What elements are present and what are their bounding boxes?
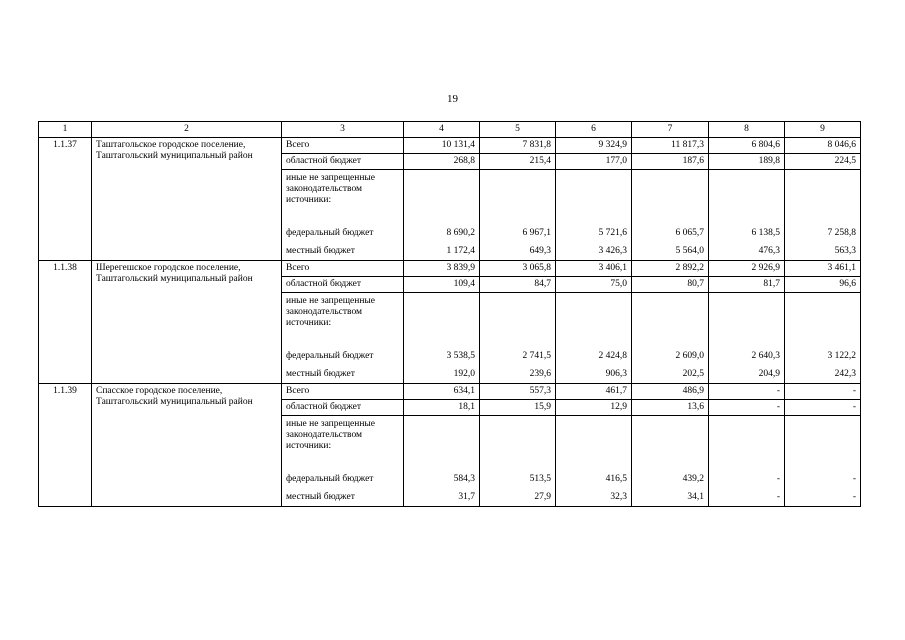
value-cell: 557,3	[480, 384, 555, 400]
value-cell: 3 839,9	[404, 261, 479, 277]
value-cell	[404, 293, 479, 347]
value-cell: 461,7	[556, 384, 631, 400]
value-column	[709, 261, 785, 384]
funding-source-label: Всего	[282, 261, 403, 277]
value-cell	[632, 293, 708, 347]
header-row	[39, 122, 861, 138]
value-cell: 6 065,7	[675, 228, 704, 238]
funding-source-label: федеральный бюджет	[286, 351, 374, 361]
funding-source-label: иные не запрещенные законодательством источники:	[286, 296, 376, 328]
value-cell: 239,6	[529, 369, 551, 379]
budget-table	[38, 121, 861, 507]
value-cell: 8 690,2	[446, 228, 475, 238]
value-cell	[556, 293, 631, 347]
value-cell	[709, 416, 784, 470]
table-row	[39, 384, 861, 507]
value-column	[785, 138, 861, 261]
value-cell: 31,7	[458, 492, 475, 502]
value-cell: 513,5	[529, 474, 551, 484]
value-cell: 34,1	[687, 492, 704, 502]
header-cell: 7	[632, 122, 709, 138]
value-cell: 215,4	[480, 154, 555, 170]
value-cell: 584,3	[453, 474, 475, 484]
value-cell: 75,0	[556, 277, 631, 293]
row-name: Шерегешское городское поселение, Таштагольский муниципальный район	[92, 261, 282, 384]
value-cell: 80,7	[632, 277, 708, 293]
value-cell: 5 564,0	[675, 246, 704, 256]
value-cell: 177,0	[556, 154, 631, 170]
header-cell: 4	[404, 122, 480, 138]
value-cell	[709, 293, 784, 347]
value-column	[404, 261, 480, 384]
value-cell: -	[785, 384, 860, 400]
value-cell: 32,3	[610, 492, 627, 502]
value-cell: 2 741,5	[522, 351, 551, 361]
funding-source-label: областной бюджет	[282, 400, 403, 416]
funding-source-label: иные не запрещенные законодательством источники:	[286, 173, 376, 205]
page-number: 19	[447, 93, 458, 105]
value-cell: 192,0	[453, 369, 475, 379]
value-cell: 7 258,8	[827, 228, 856, 238]
value-cell	[404, 416, 479, 470]
value-cell: -	[709, 384, 784, 400]
funding-sources	[282, 138, 404, 261]
value-cell: -	[709, 400, 784, 416]
value-cell: 2 424,8	[598, 351, 627, 361]
value-column	[709, 138, 785, 261]
value-cell: 13,6	[632, 400, 708, 416]
value-column	[556, 384, 632, 507]
value-cell: 18,1	[404, 400, 479, 416]
value-cell: 476,3	[758, 246, 780, 256]
header-cell: 8	[709, 122, 785, 138]
value-cell: 5 721,6	[598, 228, 627, 238]
value-cell	[632, 416, 708, 470]
value-cell: 6 138,5	[751, 228, 780, 238]
value-cell: 202,5	[682, 369, 704, 379]
value-cell: 649,3	[529, 246, 551, 256]
value-cell	[785, 170, 860, 224]
funding-source-label: областной бюджет	[282, 154, 403, 170]
value-cell: 27,9	[534, 492, 551, 502]
funding-source-label: федеральный бюджет	[286, 474, 374, 484]
value-column	[404, 384, 480, 507]
value-cell: 563,3	[834, 246, 856, 256]
value-cell	[480, 416, 555, 470]
value-cell: 96,6	[785, 277, 860, 293]
value-cell: 10 131,4	[404, 138, 479, 154]
value-column	[480, 261, 556, 384]
value-cell: 204,9	[758, 369, 780, 379]
value-cell: 11 817,3	[632, 138, 708, 154]
value-cell: 2 926,9	[709, 261, 784, 277]
value-cell: 6 804,6	[709, 138, 784, 154]
funding-sources	[282, 384, 404, 507]
value-cell: 3 426,3	[598, 246, 627, 256]
table-row	[39, 261, 861, 384]
value-cell: -	[852, 474, 856, 484]
row-name: Спасское городское поселение, Таштагольский муниципальный район	[92, 384, 282, 507]
funding-source-label: местный бюджет	[286, 246, 355, 256]
value-cell: 2 640,3	[751, 351, 780, 361]
value-cell	[556, 170, 631, 224]
header-cell: 5	[480, 122, 556, 138]
value-column	[785, 384, 861, 507]
value-cell: 3 122,2	[827, 351, 856, 361]
value-cell: 242,3	[834, 369, 856, 379]
value-cell: 634,1	[404, 384, 479, 400]
value-cell: 486,9	[632, 384, 708, 400]
value-cell: 3 406,1	[556, 261, 631, 277]
value-cell: 15,9	[480, 400, 555, 416]
row-name: Таштагольское городское поселение, Таштагольский муниципальный район	[92, 138, 282, 261]
funding-source-label: местный бюджет	[286, 492, 355, 502]
value-cell: 3 538,5	[446, 351, 475, 361]
value-cell	[404, 170, 479, 224]
value-cell: -	[785, 400, 860, 416]
funding-source-label: иные не запрещенные законодательством источники:	[286, 419, 376, 451]
value-cell: 109,4	[404, 277, 479, 293]
value-cell: 2 892,2	[632, 261, 708, 277]
value-cell	[632, 170, 708, 224]
value-cell	[556, 416, 631, 470]
value-column	[785, 261, 861, 384]
value-cell: 6 967,1	[522, 228, 551, 238]
value-cell: 3 065,8	[480, 261, 555, 277]
row-code: 1.1.39	[39, 384, 92, 507]
value-column	[556, 138, 632, 261]
value-cell	[785, 293, 860, 347]
funding-source-label: местный бюджет	[286, 369, 355, 379]
value-cell: 3 461,1	[785, 261, 860, 277]
value-cell	[709, 170, 784, 224]
header-cell: 6	[556, 122, 632, 138]
value-cell: 9 324,9	[556, 138, 631, 154]
funding-source-label: Всего	[282, 138, 403, 154]
value-cell: 84,7	[480, 277, 555, 293]
value-cell: -	[776, 492, 780, 502]
value-column	[556, 261, 632, 384]
value-cell: 187,6	[632, 154, 708, 170]
value-cell: 2 609,0	[675, 351, 704, 361]
value-cell: 7 831,8	[480, 138, 555, 154]
value-column	[480, 384, 556, 507]
funding-source-label: областной бюджет	[282, 277, 403, 293]
header-cell: 1	[39, 122, 92, 138]
value-cell: 12,9	[556, 400, 631, 416]
header-cell: 3	[282, 122, 404, 138]
table-row	[39, 138, 861, 261]
row-code: 1.1.37	[39, 138, 92, 261]
value-cell: 1 172,4	[446, 246, 475, 256]
value-column	[480, 138, 556, 261]
value-cell	[480, 293, 555, 347]
value-cell: 8 046,6	[785, 138, 860, 154]
value-cell: -	[852, 492, 856, 502]
value-cell: 439,2	[682, 474, 704, 484]
value-cell: -	[776, 474, 780, 484]
value-column	[632, 138, 709, 261]
value-cell	[785, 416, 860, 470]
value-column	[404, 138, 480, 261]
funding-sources	[282, 261, 404, 384]
value-cell: 268,8	[404, 154, 479, 170]
value-cell: 224,5	[785, 154, 860, 170]
value-cell: 416,5	[605, 474, 627, 484]
value-cell: 906,3	[605, 369, 627, 379]
value-cell	[480, 170, 555, 224]
value-column	[632, 384, 709, 507]
value-column	[632, 261, 709, 384]
funding-source-label: Всего	[282, 384, 403, 400]
row-code: 1.1.38	[39, 261, 92, 384]
header-cell: 2	[92, 122, 282, 138]
funding-source-label: федеральный бюджет	[286, 228, 374, 238]
value-cell: 189,8	[709, 154, 784, 170]
header-cell: 9	[785, 122, 861, 138]
value-column	[709, 384, 785, 507]
value-cell: 81,7	[709, 277, 784, 293]
